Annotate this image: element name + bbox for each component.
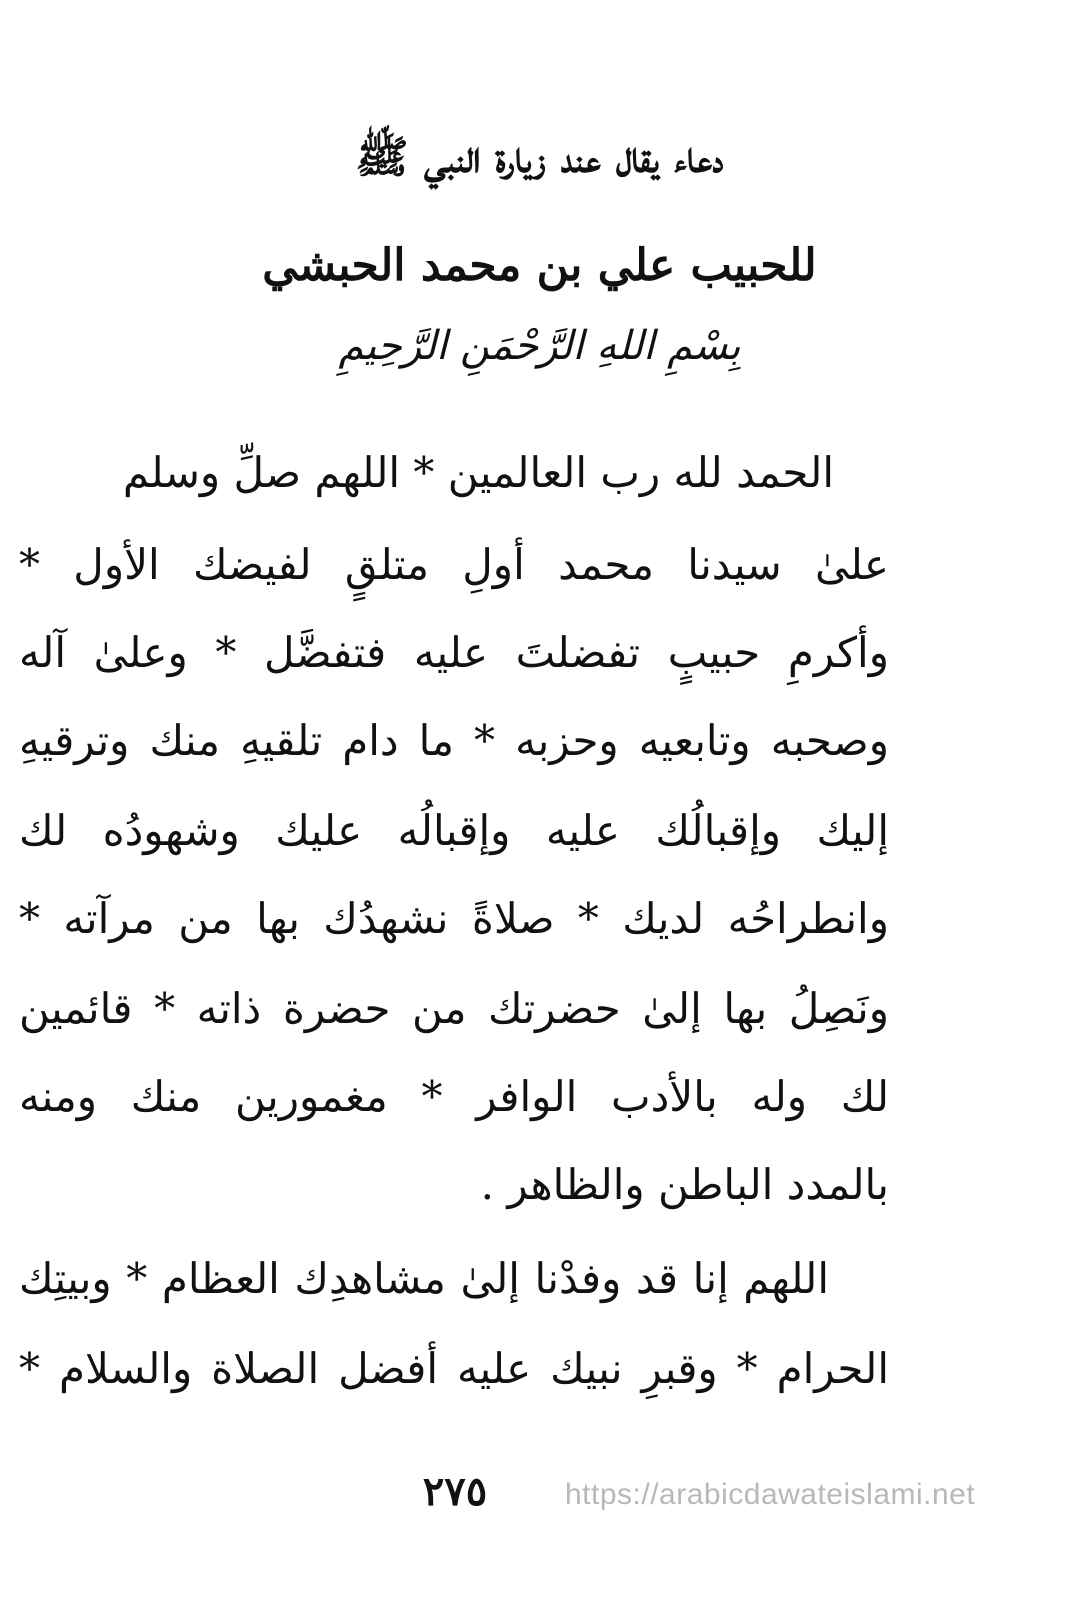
text-line: الحرام * وقبرِ نبيك عليه أفضل الصلاة والسلام * [19,1344,889,1393]
text-line: ونَصِلُ بها إلىٰ حضرتك من حضرة ذاته * قائمين [19,984,889,1033]
page-footer [0,1468,1079,1528]
text-line: إليك وإقبالُك عليه وإقبالُه عليك وشهودُه لك [19,806,889,855]
watermark-url: https://arabicdawateislami.net [565,1478,976,1511]
text-line: اللهم إنا قد وفدْنا إلىٰ مشاهدِك العظام * وبيتِك [19,1254,829,1303]
text-line: الحمد لله رب العالمين * اللهم صلِّ وسلم [122,448,834,497]
page-subtitle: للحبيب علي بن محمد الحبشي [262,240,817,291]
basmala-calligraphy: بِسْمِ اللهِ الرَّحْمَنِ الرَّحِيمِ [338,323,741,369]
text-line: لك وله بالأدب الوافر * مغمورين منك ومنه [19,1072,889,1121]
text-line: وانطراحُه لديك * صلاةً نشهدُك بها من مرآته * [19,894,889,943]
text-line: وأكرمِ حبيبٍ تفضلتَ عليه فتفضَّل * وعلىٰ آله [19,628,889,677]
page-number: ٢٧٥ [422,1468,488,1515]
text-line: وصحبه وتابعيه وحزبه * ما دام تلقيهِ منك وترقيهِ [19,716,889,765]
text-line: علىٰ سيدنا محمد أولِ متلقٍ لفيضك الأول * [19,540,889,589]
page-title: دعاء يقال عند زيارة النبي ﷺ [355,132,724,183]
text-line: بالمدد الباطن والظاهر . [480,1160,889,1209]
